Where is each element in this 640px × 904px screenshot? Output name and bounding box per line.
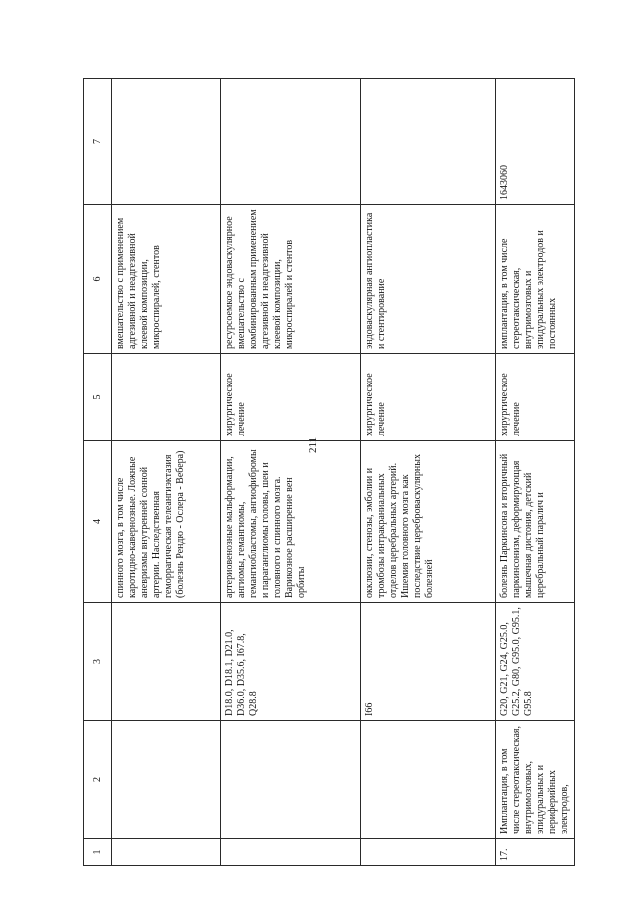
cost-cell: 1643060 xyxy=(496,79,575,205)
header-cell-2: 2 xyxy=(84,721,112,839)
treatment-type-cell xyxy=(112,354,221,441)
rotated-table-container xyxy=(83,79,570,866)
table-row xyxy=(496,79,575,866)
header-cell-6: 6 xyxy=(84,205,112,354)
row-number-cell xyxy=(221,839,361,866)
treatment-type-cell: хирургическое лечение xyxy=(221,354,361,441)
icd-codes-cell xyxy=(112,603,221,721)
service-name-cell xyxy=(361,721,496,839)
page-number: 211 xyxy=(307,436,319,454)
service-name-cell xyxy=(221,721,361,839)
treatment-type-cell: хирургическое лечение xyxy=(496,354,575,441)
patient-model-cell: спинного мозга, в том числе каротидно-кавернозные. Ложные аневризмы внутренней сонной артерии. Наследственная геморрагическая телеангиэктазия (болезнь Рендю - Ослера - Вебера) xyxy=(112,441,221,603)
row-number-cell xyxy=(112,839,221,866)
treatment-method-cell: имплантация, в том числе стереотаксическая, внутримозговых и эпидуральных электродов и постоянных xyxy=(496,205,575,354)
treatment-method-cell: вмешательство с применением адгезивной и неадгезивной клеевой композиции, микроспиралей, стентов xyxy=(112,205,221,354)
cost-cell xyxy=(361,79,496,205)
icd-codes-cell: G20, G21, G24, G25.0, G25.2, G80, G95.0, G95.1, G95.8 xyxy=(496,603,575,721)
cost-cell xyxy=(112,79,221,205)
table-row xyxy=(112,79,221,866)
header-cell-1: 1 xyxy=(84,839,112,866)
table-row xyxy=(221,79,361,866)
patient-model-cell: артериовенозные мальформации, ангиомы, гемангиомы, гемангиобластомы, ангиофибромы и параганглиомы головы, шеи и головного и спинного мозга. Варикозное расширение вен орбиты xyxy=(221,441,361,603)
header-cell-5: 5 xyxy=(84,354,112,441)
icd-codes-cell: I66 xyxy=(361,603,496,721)
service-name-cell: Имплантация, в том числе стереотаксическая, внутримозговых, эпидуральных и периферийных электродов, xyxy=(496,721,575,839)
service-name-cell xyxy=(112,721,221,839)
patient-model-cell: окклюзии, стенозы, эмболии и тромбозы интракраниальных отделов церебральных артерий. Ишемия головного мозга как последствие цереброваскулярных болезней xyxy=(361,441,496,603)
icd-codes-cell: D18.0, D18.1, D21.0, D36.0, D35.6, I67.8, Q28.8 xyxy=(221,603,361,721)
row-number-cell xyxy=(361,839,496,866)
row-number-cell: 17. xyxy=(496,839,575,866)
patient-model-cell: болезнь Паркинсона и вторичный паркинсонизм, деформирующая мышечная дистония, детский церебральный паралич и xyxy=(496,441,575,603)
treatment-type-cell: хирургическое лечение xyxy=(361,354,496,441)
table-header-row xyxy=(84,79,112,866)
header-cell-7: 7 xyxy=(84,79,112,205)
treatment-method-cell: эндоваскулярная ангиопластика и стентирование xyxy=(361,205,496,354)
header-cell-3: 3 xyxy=(84,603,112,721)
header-cell-4: 4 xyxy=(84,441,112,603)
cost-cell xyxy=(221,79,361,205)
medical-services-table xyxy=(83,78,575,866)
table-row xyxy=(361,79,496,866)
treatment-method-cell: ресурсоемкое эндоваскулярное вмешательство с комбинированным применением адгезивной и неадгезивной клеевой композиции, микроспиралей и стентов xyxy=(221,205,361,354)
